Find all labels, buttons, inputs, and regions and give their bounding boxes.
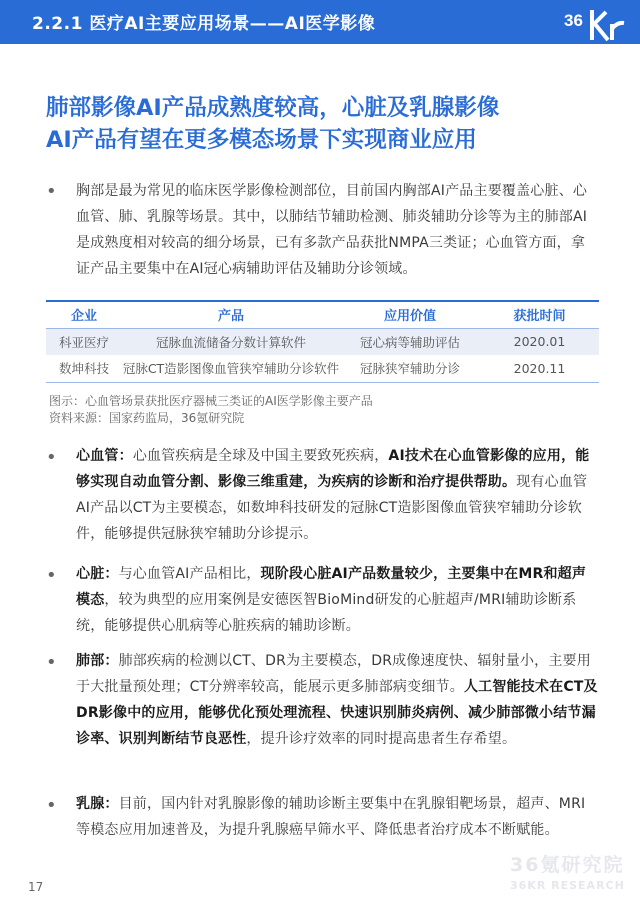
watermark: [510, 850, 625, 892]
bullet-dot: •: [46, 795, 57, 816]
cell-value: 冠脉狭窄辅助分诊: [340, 355, 480, 382]
page-number: 17: [28, 880, 44, 894]
section-colon: ：: [104, 566, 119, 582]
figure-caption: 图示：心血管场景获批医疗器械三类证的AI医学影像主要产品: [49, 394, 373, 408]
col-header-product: 产品: [122, 301, 340, 328]
section-breast: [76, 791, 598, 843]
section-text: 目前，国内针对乳腺影像的辅助诊断主要集中在乳腺钼靶场景，超声、MRI等模态应用加速普及，为提升乳腺癌早筛水平、降低患者治疗成本不断赋能。: [76, 796, 586, 838]
col-header-value: 应用价值: [340, 301, 480, 328]
section-text: ，提升诊疗效率的同时提高患者生存希望。: [246, 731, 517, 747]
cell-date: 2020.01: [480, 328, 599, 355]
source-caption: 资料来源：国家药监局，36氪研究院: [49, 411, 245, 425]
main-title-line2: AI产品有望在更多模态场景下实现商业应用: [46, 127, 477, 153]
cell-product: 冠脉CT造影图像血管狭窄辅助分诊软件: [122, 355, 340, 382]
section-text: 与心血管AI产品相比，: [118, 566, 261, 582]
section-label: 乳腺: [76, 796, 105, 812]
cell-value: 冠心病等辅助评估: [340, 328, 480, 355]
table-row: [46, 328, 599, 355]
cell-product: 冠脉血流储备分数计算软件: [122, 328, 340, 355]
approval-table: [46, 300, 599, 383]
section-colon: ：: [104, 653, 119, 669]
logo-36kr-icon: [562, 4, 634, 42]
section-colon: ：: [118, 448, 133, 464]
section-heart: [76, 561, 598, 639]
cell-company: 科亚医疗: [46, 328, 122, 355]
section-label: 心血管: [76, 448, 119, 464]
section-label: 肺部: [76, 653, 105, 669]
section-text: 肺部疾病的检测以CT、DR为主要模态，DR成像速度快、辐射量小，主要用于大批量预处理；CT分辨率较高，能展示更多肺部病变细节。: [76, 653, 591, 695]
section-cardiovascular: [76, 443, 598, 547]
section-colon: ：: [104, 796, 119, 812]
section-highlight: 人工智能技术在CT及DR影像中的应用，能够优化预处理流程、快速识别肺炎病例、减少肺部微小结节漏诊率、识别判断结节良恶性: [76, 679, 598, 747]
section-highlight: AI技术在心血管影像的应用，能够实现自动血管分割、影像三维重建，为疾病的诊断和治疗提供帮助。: [76, 448, 590, 490]
bullet-dot: •: [46, 565, 57, 586]
section-text: 现有心血管AI产品以CT为主要模态，如数坤科技研发的冠脉CT造影图像血管狭窄辅助分诊软件，能够提供冠脉狭窄辅助分诊提示。: [76, 474, 588, 542]
main-title: [46, 92, 606, 156]
watermark-en: 36KR RESEARCH: [510, 879, 625, 892]
table-header-row: [46, 301, 599, 328]
svg-text:36: 36: [564, 11, 583, 30]
section-label: 心脏: [76, 566, 105, 582]
brand-logo: [544, 0, 640, 44]
section-highlight: 现阶段心脏AI产品数量较少，主要集中在MR和超声模态: [76, 566, 587, 608]
table-row: [46, 355, 599, 382]
col-header-company: 企业: [46, 301, 122, 328]
header-bar: [0, 0, 640, 44]
col-header-date: 获批时间: [480, 301, 599, 328]
section-lung: [76, 648, 598, 752]
bullet-dot: •: [46, 652, 57, 673]
section-text: ，较为典型的应用案例是安德医智BioMind研发的心脏超声/MRI辅助诊断系统，能够提供心肌病等心脏疾病的辅助诊断。: [76, 592, 577, 634]
bullet-dot: •: [46, 447, 57, 468]
intro-paragraph: 胸部是最为常见的临床医学影像检测部位，目前国内胸部AI产品主要覆盖心脏、心血管、肺、乳腺等场景。其中，以肺结节辅助检测、肺炎辅助分诊等为主的肺部AI是成熟度相对较高的细分场景，已有多款产品获批NMPA三类证；心血管方面，拿证产品主要集中在AI冠心病辅助评估及辅助分诊领域。: [76, 183, 588, 277]
main-title-line1: 肺部影像AI产品成熟度较高，心脏及乳腺影像: [46, 95, 500, 121]
watermark-cn: 36氪研究院: [510, 854, 625, 876]
section-title: 2.2.1 医疗AI主要应用场景——AI医学影像: [32, 14, 376, 34]
cell-company: 数坤科技: [46, 355, 122, 382]
cell-date: 2020.11: [480, 355, 599, 382]
section-text: 心血管疾病是全球及中国主要致死疾病，: [132, 448, 389, 464]
bullet-dot: •: [46, 181, 57, 202]
